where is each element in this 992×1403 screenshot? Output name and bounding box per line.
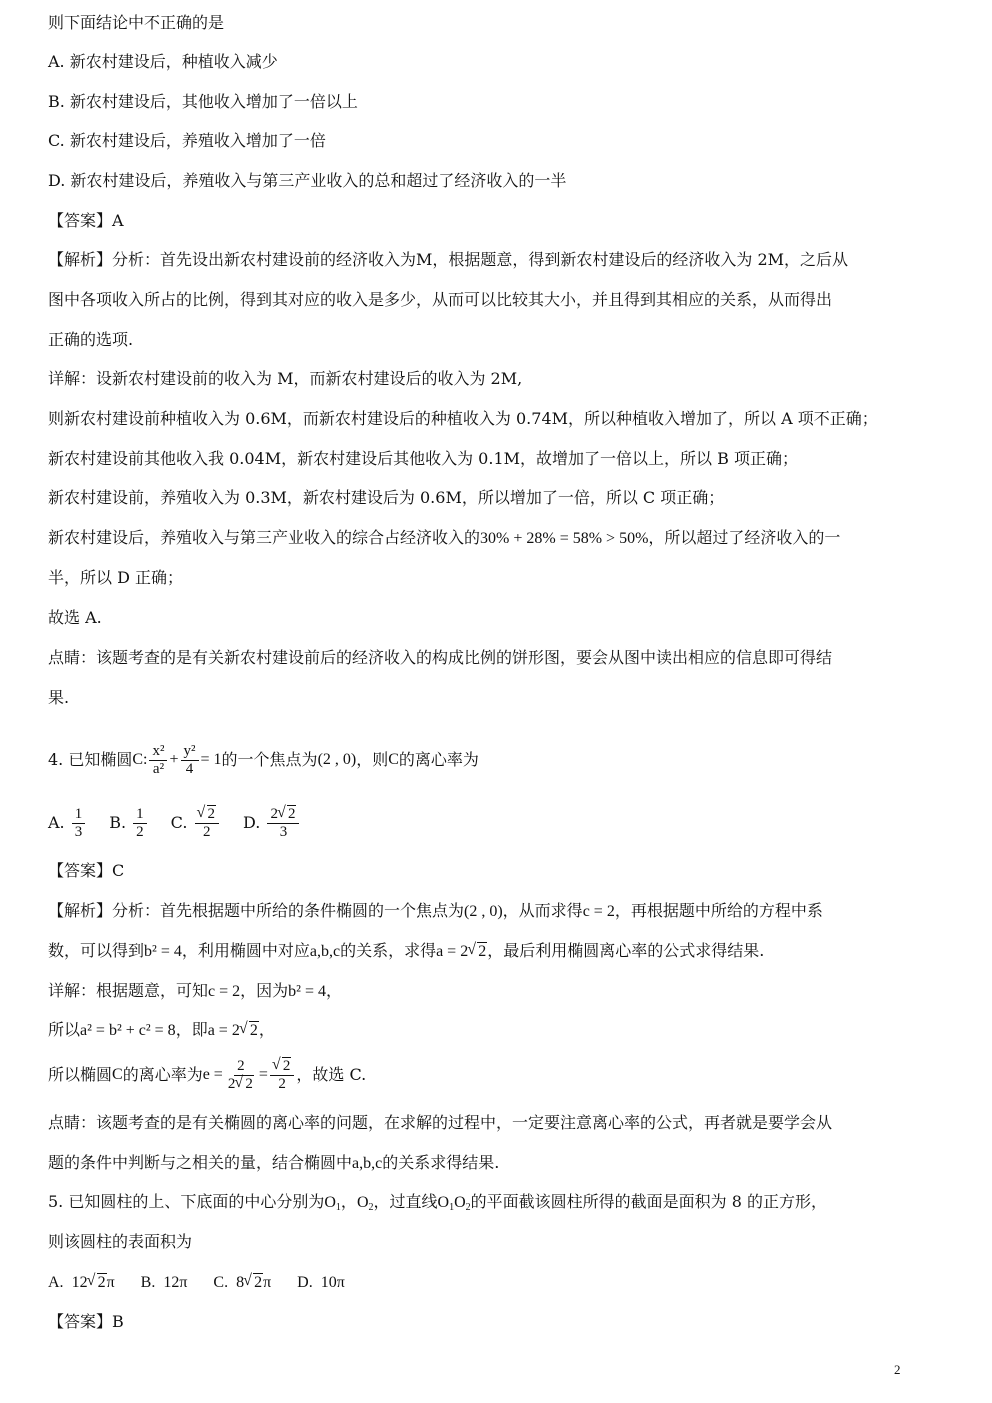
q4-detail-e-eq: e = bbox=[202, 1066, 223, 1083]
q5-option-d bbox=[297, 1272, 345, 1294]
q4-option-c-frac bbox=[195, 806, 220, 841]
q5-o1 bbox=[324, 1194, 341, 1211]
q3-comment-line-2: 果. bbox=[48, 688, 70, 707]
q3-detail-line-1: 详解：设新农村建设前的收入为 M，而新农村建设后的收入为 2M, bbox=[48, 369, 523, 388]
q5-option-a-pi: π bbox=[106, 1274, 115, 1291]
q5-o1o2-sub-1: 1 bbox=[449, 1202, 455, 1213]
q4-comment-line-2 bbox=[48, 1152, 904, 1175]
q5-1c: ， bbox=[340, 1192, 357, 1211]
q4-c2: C bbox=[388, 751, 399, 768]
q4-detail-frac-2-radical bbox=[273, 1058, 292, 1075]
q4-comment-2c: 的关系求得结果. bbox=[382, 1153, 500, 1172]
q4-option-b-label: B. bbox=[109, 812, 127, 832]
q4-analysis-radicand: 2 bbox=[478, 943, 487, 960]
q3-stem: 则下面结论中不正确的是 bbox=[48, 13, 225, 32]
q4-option-b-frac bbox=[133, 806, 147, 841]
q4-option-a-num: 1 bbox=[72, 806, 86, 824]
q4-detail-line-1 bbox=[48, 980, 904, 1003]
q4-detail-frac-1-coef: 2 bbox=[227, 1075, 236, 1092]
q4-option-b-num: 1 bbox=[133, 806, 147, 824]
q4-analysis-2e: 的关系，求得 bbox=[340, 941, 437, 960]
q4-detail-frac-2-num bbox=[270, 1058, 295, 1076]
q4-option-a-frac bbox=[72, 806, 86, 841]
q4-analysis-1a: 【解析】分析：首先根据题中所给的条件椭圆的一个焦点为 bbox=[48, 901, 465, 920]
q4-detail-3e: ，故选 C. bbox=[296, 1065, 367, 1084]
q3-option-a: A. 新农村建设后，种植收入减少 bbox=[48, 52, 278, 71]
q4-detail-frac-2-den: 2 bbox=[278, 1075, 286, 1092]
q4-frac-x-num: x² bbox=[149, 743, 167, 761]
q4-detail-line-2 bbox=[48, 1019, 904, 1042]
q5-option-c-label: C. bbox=[213, 1274, 229, 1291]
q4-point: (2 , 0) bbox=[317, 751, 357, 768]
q3-option-d: D. 新农村建设后，养殖收入与第三产业收入的总和超过了经济收入的一半 bbox=[48, 171, 567, 190]
q3-detail-line-3: 新农村建设前其他收入我 0.04M，新农村建设后其他收入为 0.1M，故增加了一倍以上，所以 B 项正确； bbox=[48, 449, 798, 468]
q3-detail-line-6: 半，所以 D 正确； bbox=[48, 568, 184, 587]
q5-option-d-label: D. bbox=[297, 1274, 313, 1291]
q4-comment-abc: a,b,c bbox=[352, 1155, 383, 1172]
q4-analysis-focus: (2 , 0) bbox=[464, 903, 503, 920]
q4-detail-eq: = bbox=[258, 1066, 268, 1083]
q4-detail-1e: ， bbox=[325, 981, 342, 1000]
q3-detail-line-5 bbox=[48, 527, 904, 550]
q3-analysis-line-3: 正确的选项. bbox=[48, 330, 134, 349]
q4-detail-frac-1-radicand: 2 bbox=[245, 1075, 253, 1092]
q3-analysis-line-2: 图中各项收入所占的比例，得到其对应的收入是多少，从而可以比较其大小，并且得到其相应的关系，从而得出 bbox=[48, 290, 833, 309]
q5-option-b-value: 12π bbox=[163, 1274, 188, 1291]
q5-option-a bbox=[48, 1272, 115, 1294]
q4-option-a-label: A. bbox=[48, 812, 65, 832]
q4-analysis-1e: ，再根据题中所给的方程中系 bbox=[614, 901, 823, 920]
q4-option-d-radical bbox=[278, 806, 297, 823]
q4-plus: + bbox=[169, 751, 179, 768]
q5-option-c-radicand: 2 bbox=[254, 1274, 263, 1291]
q5-o1o2-letter-2: O bbox=[454, 1194, 466, 1211]
q5-option-c-radical bbox=[244, 1272, 263, 1294]
q4-option-b-den: 2 bbox=[136, 823, 144, 840]
q4-option-b bbox=[109, 806, 148, 841]
q4-option-c bbox=[171, 806, 221, 841]
q5-option-a-label: A. bbox=[48, 1274, 64, 1291]
q4-analysis-radical bbox=[468, 941, 487, 963]
q4-analysis-1c: ，从而求得 bbox=[502, 901, 583, 920]
q4-detail-3a: 所以椭圆 bbox=[48, 1065, 113, 1084]
page-number: 2 bbox=[894, 1362, 901, 1377]
q4-option-c-radical bbox=[198, 806, 217, 823]
q5-option-a-radical bbox=[88, 1272, 107, 1294]
q4-analysis-2a: 数，可以得到 bbox=[48, 941, 145, 960]
q5-o1-letter: O bbox=[324, 1194, 336, 1211]
q4-analysis-b-sq: b² = 4 bbox=[144, 943, 182, 960]
q5-option-d-value: 10π bbox=[320, 1274, 345, 1291]
q4-option-a-den: 3 bbox=[74, 823, 83, 840]
q4-detail-1c: ，因为 bbox=[240, 981, 289, 1000]
q4-detail-frac-1 bbox=[225, 1058, 257, 1093]
q5-o2 bbox=[357, 1194, 374, 1211]
q4-eq-one: = 1 bbox=[200, 751, 222, 768]
q5-option-c-pi: π bbox=[263, 1274, 272, 1291]
q4-ellipse-c: C: bbox=[132, 751, 148, 768]
q5-o1o2-letter-1: O bbox=[437, 1194, 450, 1211]
q4-frac-y-num: y² bbox=[181, 743, 199, 761]
q4-analysis-a-value: a = 2 bbox=[436, 943, 469, 960]
q4-options bbox=[48, 800, 904, 846]
q4-detail-b-sq: b² = 4 bbox=[288, 983, 326, 1000]
q4-option-d-coef: 2 bbox=[270, 805, 278, 822]
q5-option-b bbox=[141, 1272, 188, 1294]
q4-comment-line-1: 点睛：该题考查的是有关椭圆的离心率的问题，在求解的过程中，一定要注意离心率的公式，再者就是要学会从 bbox=[48, 1113, 833, 1132]
q4-detail-c-label: C bbox=[112, 1066, 123, 1083]
q3-analysis-line-1: 【解析】分析：首先设出新农村建设前的经济收入为M，根据题意，得到新农村建设后的经济收入为 2M，之后从 bbox=[48, 250, 849, 269]
q4-stem bbox=[48, 737, 904, 783]
q5-o1o2-sub-2: 2 bbox=[465, 1202, 471, 1213]
q5-o1-sub: 1 bbox=[335, 1202, 341, 1213]
q4-detail-line-3 bbox=[48, 1052, 904, 1098]
q4-analysis-abc: a,b,c bbox=[309, 943, 341, 960]
q3-detail-5-suffix: ，所以超过了经济收入的一 bbox=[648, 528, 841, 547]
q4-option-d-frac bbox=[267, 806, 299, 841]
q5-answer: 【答案】B bbox=[48, 1312, 124, 1331]
q4-analysis-line-1 bbox=[48, 900, 904, 923]
q4-detail-frac-1-radical bbox=[235, 1076, 254, 1093]
q4-option-c-label: C. bbox=[170, 812, 188, 832]
q4-detail-frac-2-radicand: 2 bbox=[282, 1057, 291, 1074]
q4-comment-2a: 题的条件中判断与之相关的量，结合椭圆中 bbox=[48, 1153, 353, 1172]
q4-option-d-den: 3 bbox=[279, 823, 288, 840]
q4-detail-c-value: c = 2 bbox=[208, 983, 241, 1000]
q4-detail-3c: 的离心率为 bbox=[122, 1065, 203, 1084]
q5-1a: 5. 已知圆柱的上、下底面的中心分别为 bbox=[48, 1192, 325, 1211]
q3-option-b: B. 新农村建设后，其他收入增加了一倍以上 bbox=[48, 92, 358, 111]
q4-detail-radical bbox=[240, 1020, 259, 1042]
q4-analysis-c-value: c = 2 bbox=[582, 903, 615, 920]
q4-detail-frac-2 bbox=[270, 1058, 295, 1093]
q3-detail-line-4: 新农村建设前，养殖收入为 0.3M，新农村建设后为 0.6M，所以增加了一倍，所以 C 项正确； bbox=[48, 488, 725, 507]
q4-frac-y-den: 4 bbox=[185, 760, 194, 777]
q4-mid: 的一个焦点为 bbox=[221, 750, 318, 769]
q3-option-c: C. 新农村建设后，养殖收入增加了一倍 bbox=[48, 131, 326, 150]
q4-detail-2f: ， bbox=[258, 1020, 275, 1039]
q4-option-c-den: 2 bbox=[203, 823, 211, 840]
q4-detail-2a: 所以 bbox=[48, 1020, 81, 1039]
q3-detail-line-2: 则新农村建设前种植收入为 0.6M，而新农村建设后的种植收入为 0.74M，所以种植收入增加了，所以 A 项不正确； bbox=[48, 409, 878, 428]
q4-detail-1a: 详解：根据题意，可知 bbox=[48, 981, 209, 1000]
q4-detail-2c: ，即 bbox=[175, 1020, 208, 1039]
q5-stem-line-1 bbox=[48, 1191, 904, 1214]
q5-1e: ，过直线 bbox=[373, 1192, 438, 1211]
q4-detail-a-value: a = 2 bbox=[207, 1022, 240, 1039]
q4-option-d bbox=[243, 806, 301, 841]
q5-o2-letter: O bbox=[356, 1194, 369, 1211]
q5-option-a-radicand: 2 bbox=[97, 1274, 106, 1291]
q4-option-a bbox=[48, 806, 87, 841]
q4-option-d-radicand: 2 bbox=[287, 805, 296, 822]
q5-o1o2 bbox=[438, 1194, 471, 1211]
q3-choose: 故选 A. bbox=[48, 608, 102, 627]
q4-analysis-2c: ，利用椭圆中对应 bbox=[181, 941, 310, 960]
q4-analysis-2h: ，最后利用椭圆离心率的公式求得结果. bbox=[487, 941, 765, 960]
q4-detail-radicand: 2 bbox=[249, 1022, 258, 1039]
q4-tail-1: ，则 bbox=[356, 750, 389, 769]
q4-detail-a-sq-eq: a² = b² + c² = 8 bbox=[80, 1022, 176, 1039]
q4-detail-frac-1-num: 2 bbox=[234, 1058, 248, 1076]
q3-detail-5-prefix: 新农村建设后，养殖收入与第三产业收入的综合占经济收入的 bbox=[48, 528, 481, 547]
q4-option-c-radicand: 2 bbox=[207, 805, 216, 822]
q5-option-b-label: B. bbox=[140, 1274, 156, 1291]
q5-stem-line-2: 则该圆柱的表面积为 bbox=[48, 1232, 193, 1251]
q5-options bbox=[48, 1272, 904, 1294]
q5-1h: 的平面截该圆柱所得的截面是面积为 8 的正方形， bbox=[470, 1192, 827, 1211]
q5-option-c bbox=[213, 1272, 271, 1294]
q4-option-c-num bbox=[195, 806, 220, 824]
q4-option-d-label: D. bbox=[243, 812, 261, 832]
q4-option-d-num bbox=[267, 806, 299, 824]
q4-frac-x bbox=[149, 743, 167, 778]
q5-o2-sub: 2 bbox=[368, 1202, 374, 1213]
q4-frac-y bbox=[181, 743, 199, 778]
q5-option-a-coef: 12 bbox=[71, 1274, 88, 1291]
q4-answer: 【答案】C bbox=[48, 861, 125, 880]
q4-detail-frac-1-den bbox=[225, 1076, 257, 1093]
q5-option-c-coef: 8 bbox=[236, 1274, 245, 1291]
q4-frac-x-den: a² bbox=[152, 760, 165, 777]
q4-analysis-line-2 bbox=[48, 940, 904, 963]
q3-comment-line-1: 点睛：该题考查的是有关新农村建设前后的经济收入的构成比例的饼形图，要会从图中读出相应的信息即可得结 bbox=[48, 648, 833, 667]
q3-percent-formula: 30% + 28% = 58% > 50% bbox=[480, 530, 649, 547]
q3-answer: 【答案】A bbox=[48, 211, 124, 230]
q4-prefix: 4. 已知椭圆 bbox=[48, 750, 133, 769]
q4-tail-2: 的离心率为 bbox=[398, 750, 479, 769]
